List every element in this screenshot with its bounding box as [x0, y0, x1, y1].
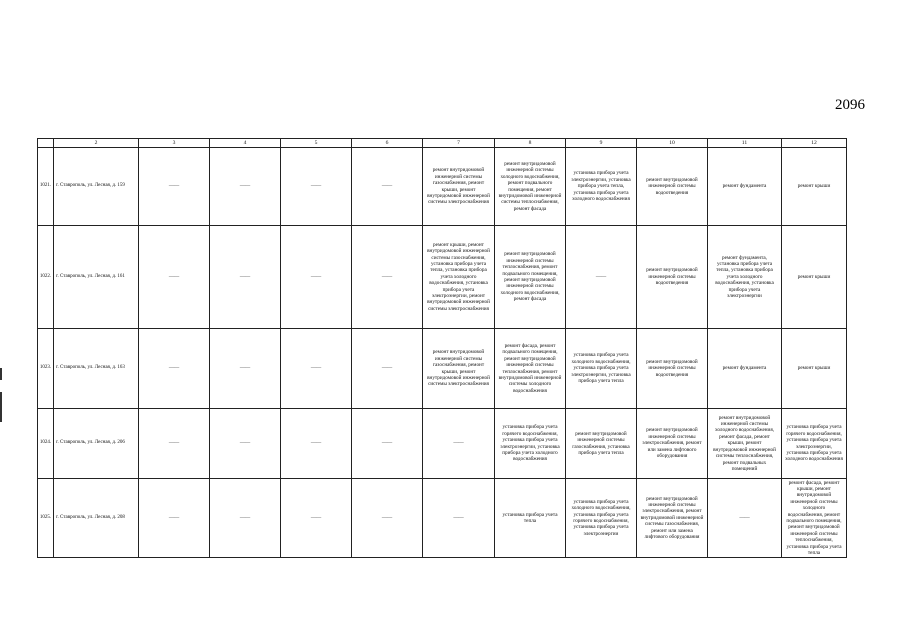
row-address: г. Ставрополь, ул. Лесная, д. 161 [54, 226, 139, 329]
cell-col-9: установка прибора учета электроэнергии, установка прибора учета тепла, установка прибора учета холодного водоснабжения [566, 148, 637, 226]
cell-col-5: —— [281, 479, 352, 558]
column-number: 12 [782, 139, 847, 148]
row-address: г. Ставрополь, ул. Лесная, д. 163 [54, 329, 139, 409]
cell-col-4: —— [210, 148, 281, 226]
cell-col-9: установка прибора учета холодного водоснабжения, установка прибора учета электроэнергии, установка прибора учета тепла [566, 329, 637, 409]
cell-col-10: ремонт внутридомовой инженерной системы водоотведения [637, 148, 708, 226]
cell-col-10: ремонт внутридомовой инженерной системы водоотведения [637, 226, 708, 329]
cell-col-10: ремонт внутридомовой инженерной системы электроснабжения, ремонт или замена лифтового оборудования [637, 409, 708, 479]
cell-col-3: —— [139, 409, 210, 479]
cell-col-6: —— [352, 409, 423, 479]
cell-col-3: —— [139, 329, 210, 409]
cell-col-4: —— [210, 226, 281, 329]
cell-col-7: ремонт внутридомовой инженерной системы газоснабжения, ремонт крыши, ремонт внутридомовой инженерной системы электроснабжения [423, 329, 495, 409]
margin-mark [0, 368, 2, 380]
cell-col-3: —— [139, 226, 210, 329]
cell-col-10: ремонт внутридомовой инженерной системы водоотведения [637, 329, 708, 409]
column-number: 7 [423, 139, 495, 148]
cell-col-7: —— [423, 479, 495, 558]
cell-col-6: —— [352, 329, 423, 409]
cell-col-11: ремонт фундамента, установка прибора учета тепла, установка прибора учета холодного водоснабжения, установка прибора учета электроэнергии [708, 226, 782, 329]
cell-col-9: ремонт внутридомовой инженерной системы газоснабжения, установка прибора учета тепла [566, 409, 637, 479]
cell-col-5: —— [281, 148, 352, 226]
cell-col-11: ремонт внутридомовой инженерной системы холодного водоснабжения, ремонт фасада, ремонт крыши, ремонт внутридомовой инженерной системы теплоснабжения, ремонт подвальных помещений [708, 409, 782, 479]
cell-col-11: ремонт фундамента [708, 148, 782, 226]
table-row [38, 479, 847, 558]
cell-col-6: —— [352, 148, 423, 226]
cell-col-12: ремонт крыши [782, 226, 847, 329]
cell-col-10: ремонт внутридомовой инженерной системы электроснабжения, ремонт внутридомовой инженерной системы газоснабжения, ремонт или замена лифтового оборудования [637, 479, 708, 558]
registry-table [37, 138, 847, 558]
cell-col-8: ремонт фасада, ремонт подвального помещения, ремонт внутридомовой инженерной системы теплоснабжения, ремонт внутридомовой инженерной системы холодного водоснабжения [495, 329, 566, 409]
row-address: г. Ставрополь, ул. Лесная, д. 208 [54, 479, 139, 558]
cell-col-7: ремонт крыши, ремонт внутридомовой инженерной системы газоснабжения, установка прибора учета тепла, установка прибора учета холодного водоснабжения, установка прибора учета электроэнергии, ремонт внутридомовой инженерной системы электроснабжения [423, 226, 495, 329]
cell-col-9: установка прибора учета холодного водоснабжения, установка прибора учета горячего водоснабжения, установка прибора учета электроэнергии [566, 479, 637, 558]
cell-col-3: —— [139, 479, 210, 558]
cell-col-11: —— [708, 479, 782, 558]
column-number: 2 [54, 139, 139, 148]
column-number: 8 [495, 139, 566, 148]
cell-col-5: —— [281, 409, 352, 479]
cell-col-5: —— [281, 226, 352, 329]
column-number: 9 [566, 139, 637, 148]
column-number: 6 [352, 139, 423, 148]
column-number: 10 [637, 139, 708, 148]
cell-col-8: установка прибора учета тепла [495, 479, 566, 558]
cell-col-12: ремонт крыши [782, 329, 847, 409]
table-row [38, 148, 847, 226]
table-row [38, 409, 847, 479]
cell-col-6: —— [352, 479, 423, 558]
row-address: г. Ставрополь, ул. Лесная, д. 159 [54, 148, 139, 226]
row-index: 1022. [38, 226, 54, 329]
cell-col-3: —— [139, 148, 210, 226]
row-address: г. Ставрополь, ул. Лесная, д. 206 [54, 409, 139, 479]
cell-col-12: ремонт фасада, ремонт крыши, ремонт внутридомовой инженерной системы холодного водоснабжения, ремонт подвального помещения, ремонт внутридомовой инженерной системы теплоснабжения, установка прибора учета тепла [782, 479, 847, 558]
cell-col-8: ремонт внутридомовой инженерной системы холодного водоснабжения, ремонт подвального помещения, ремонт внутридомовой инженерной системы теплоснабжения, ремонт фасада [495, 148, 566, 226]
row-index: 1025. [38, 479, 54, 558]
column-number: 4 [210, 139, 281, 148]
cell-col-4: —— [210, 329, 281, 409]
row-index: 1024. [38, 409, 54, 479]
cell-col-5: —— [281, 329, 352, 409]
cell-col-11: ремонт фундамента [708, 329, 782, 409]
margin-mark [0, 392, 2, 422]
cell-col-6: —— [352, 226, 423, 329]
page-number: 2096 [835, 97, 865, 113]
cell-col-4: —— [210, 479, 281, 558]
cell-col-7: —— [423, 409, 495, 479]
cell-col-8: ремонт внутридомовой инженерной системы теплоснабжения, ремонт подвального помещения, ремонт внутридомовой инженерной системы холодного водоснабжения, ремонт фасада [495, 226, 566, 329]
row-index: 1021. [38, 148, 54, 226]
cell-col-7: ремонт внутридомовой инженерной системы газоснабжения, ремонт крыши, ремонт внутридомовой инженерной системы электроснабжения [423, 148, 495, 226]
cell-col-12: ремонт крыши [782, 148, 847, 226]
column-number [38, 139, 54, 148]
table-row [38, 226, 847, 329]
cell-col-9: —— [566, 226, 637, 329]
column-numbers-row [38, 139, 847, 148]
table-row [38, 329, 847, 409]
column-number: 11 [708, 139, 782, 148]
row-index: 1023. [38, 329, 54, 409]
cell-col-12: установка прибора учета горячего водоснабжения, установка прибора учета электроэнергии, установка прибора учета холодного водоснабжения [782, 409, 847, 479]
column-number: 3 [139, 139, 210, 148]
column-number: 5 [281, 139, 352, 148]
cell-col-8: установка прибора учета горячего водоснабжения, установка прибора учета электроэнергии, установка прибора учета холодного водоснабжения [495, 409, 566, 479]
cell-col-4: —— [210, 409, 281, 479]
